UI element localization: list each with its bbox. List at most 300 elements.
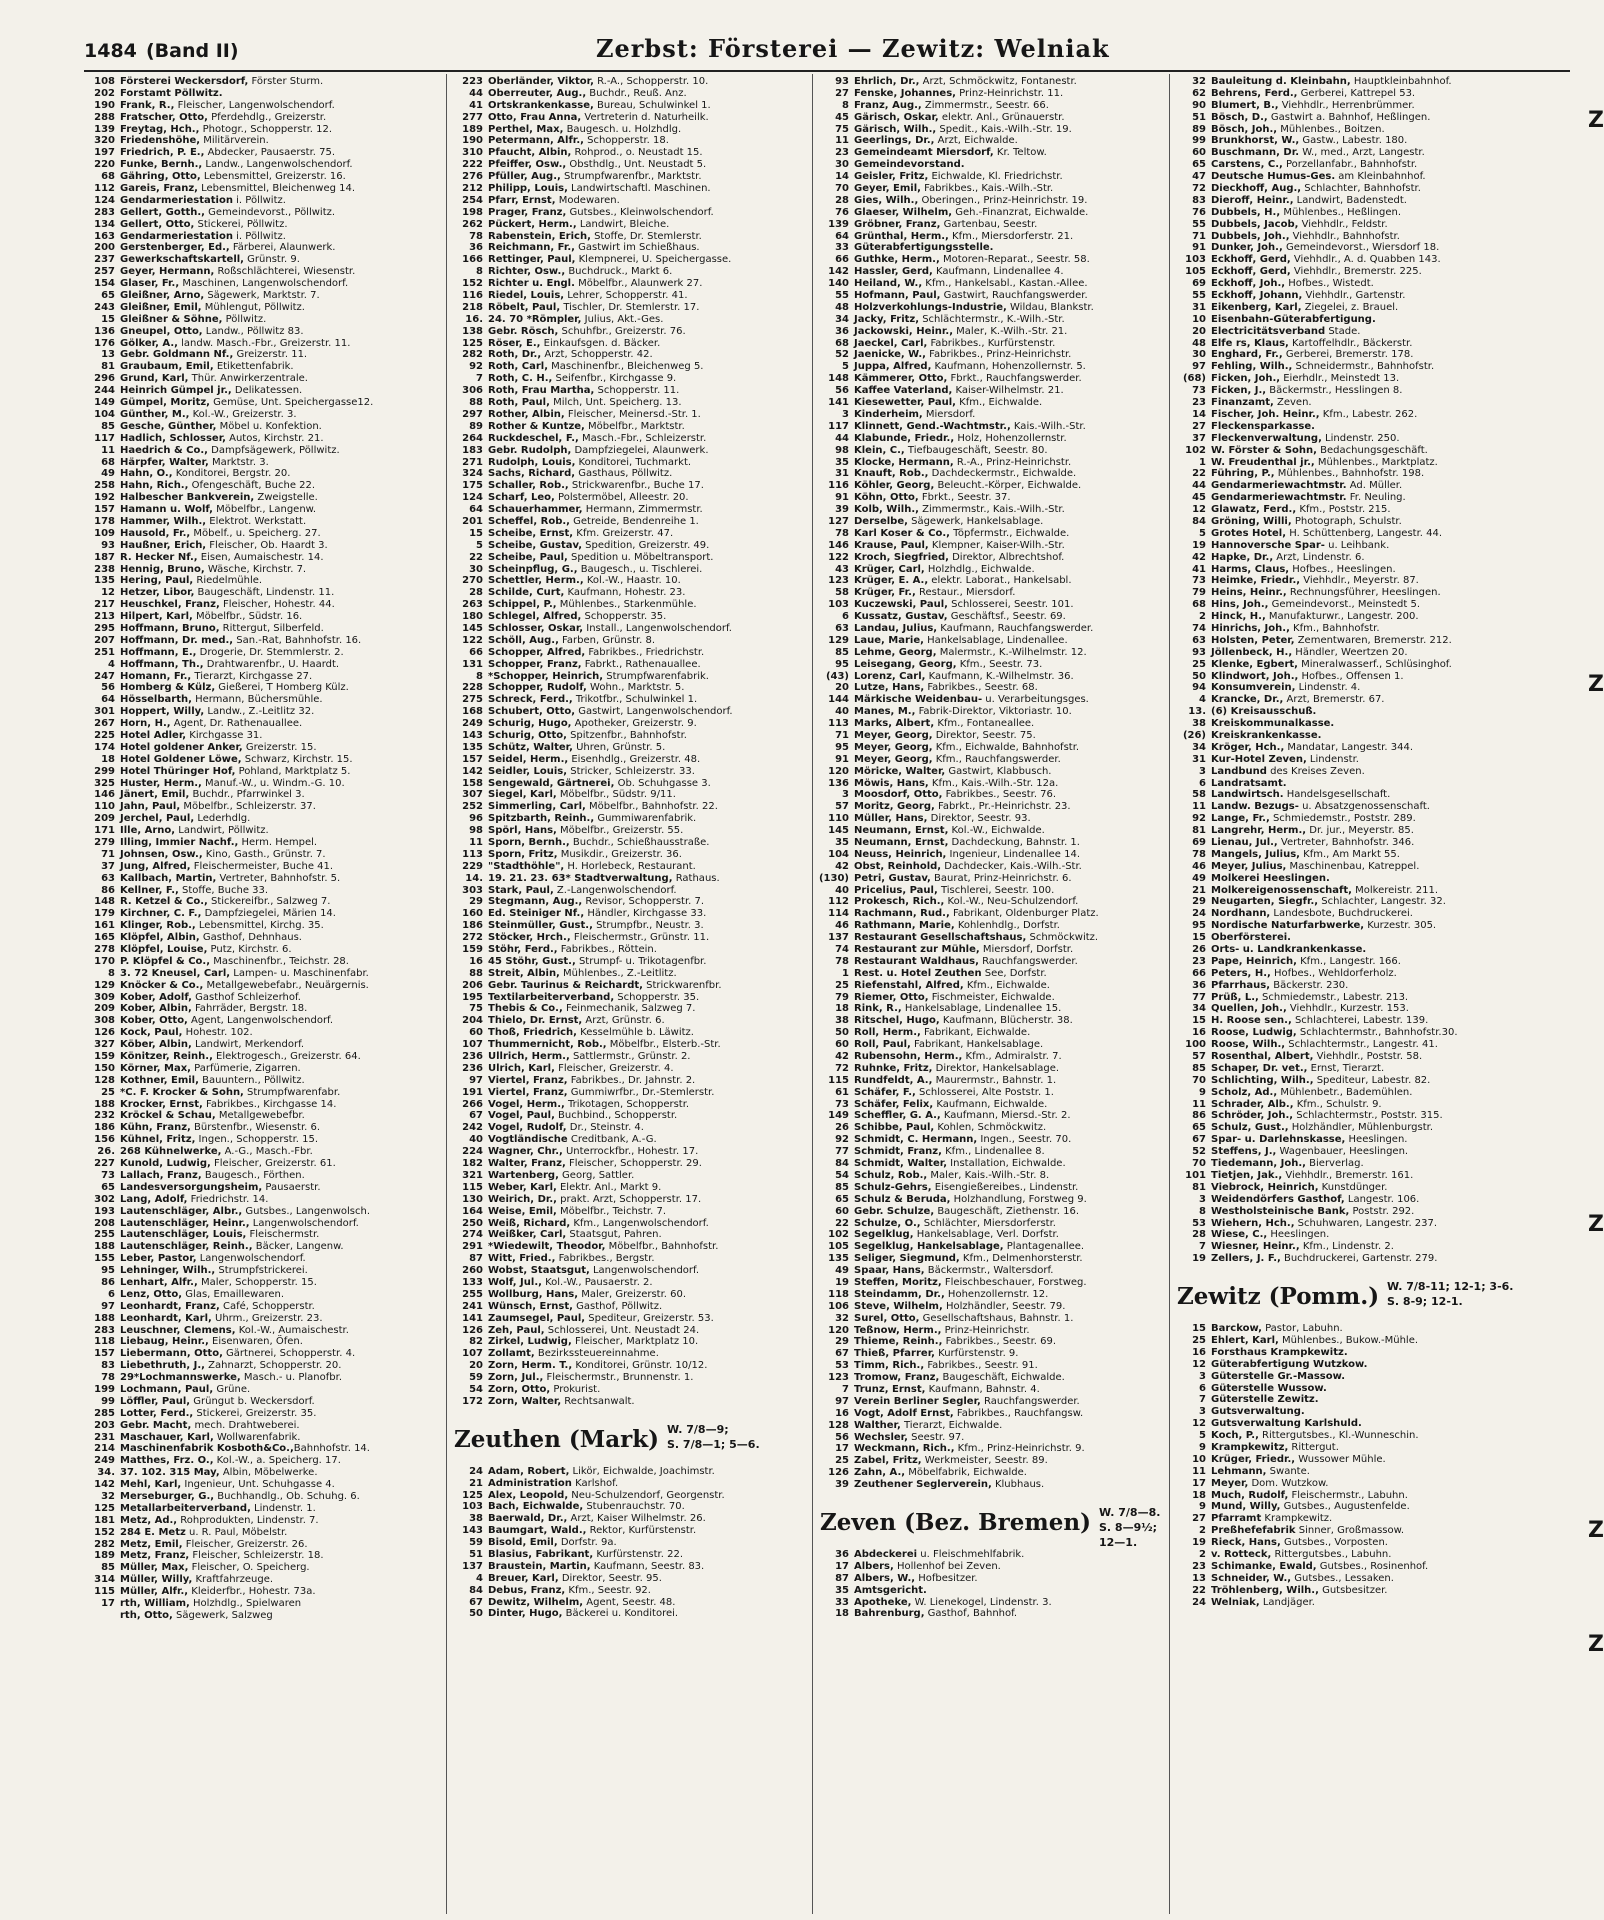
phone-number: 255 [462,1288,483,1300]
phone-number: 159 [462,944,483,956]
subscriber-text: Röser, E., Einkaufsgen. d. Bäcker. [488,337,661,349]
subscriber-name: Lotter, Ferd., [120,1407,194,1419]
subscriber-text: Kühn, Franz, Bürstenfbr., Wiesenstr. 6. [120,1122,321,1134]
directory-entry [452,1608,800,1620]
directory-entry [1175,1241,1523,1253]
directory-entry [452,338,800,350]
phone-number: 144 [828,694,849,706]
subscriber-text: Otto, Frau Anna, Vertreterin d. Naturheilk. [488,111,709,123]
directory-entry [84,1408,432,1420]
directory-entry [452,361,800,373]
phone-number: 64 [835,230,849,242]
subscriber-text: Stöcker, Hrch., Fleischermstr., Grünstr. 11. [488,932,710,944]
subscriber-text: Ed. Steiniger Nf., Händler, Kirchgasse 33. [488,908,707,920]
subscriber-name: Dubbels, Joh., [1211,230,1290,242]
subscriber-text: Neumann, Ernst, Dachdeckung, Bahnstr. 1. [854,837,1080,848]
subscriber-name: Gleißner, Arno, [120,290,205,302]
subscriber-name: Homberg & Külz, [120,682,216,694]
phone-number: 40 [835,884,849,896]
directory-entry [84,1253,432,1265]
directory-entry [84,242,432,254]
phone-number: 135 [828,1253,849,1265]
subscriber-text: Elfe rs, Klaus, Kartoffelhdlr., Bäckerstr. [1211,337,1413,349]
subscriber-name: Rosenthal, Albert, [1211,1051,1314,1063]
subscriber-name: Gebr. Rudolph, [488,444,572,456]
directory-entry [84,694,432,706]
subscriber-text: Landwirtsch. Handelsgesellschaft. [1211,789,1391,801]
phone-number: 186 [94,1122,115,1134]
directory-entry [452,112,800,124]
subscriber-name: Ficken, J., [1211,385,1267,397]
phone-number: 10 [1192,313,1206,325]
phone-number: 109 [94,527,115,539]
subscriber-name: Ed. Steiniger Nf., [488,908,585,920]
subscriber-text: Sachs, Richard, Gasthaus, Pöllwitz. [488,468,673,480]
phone-number: 36 [835,1548,849,1560]
phone-number: 103 [1185,254,1206,266]
directory-entry [452,516,800,528]
subscriber-text: Landesversorgungsheim, Pausaerstr. [120,1181,321,1193]
subscriber-name: Klöpfel, Albin, [120,932,200,944]
subscriber-name: Glaeser, Wilhelm, [854,206,953,218]
subscriber-text: Weber, Karl, Elektr. Anl., Markt 9. [488,1181,662,1193]
subscriber-text: Schneider, W., Gutsbes., Lessaken. [1211,1572,1394,1584]
subscriber-text: Lallach, Franz, Baugesch., Förthen. [120,1169,305,1181]
directory-entry [84,1515,432,1527]
subscriber-text: Schopper, Franz, Fabrkt., Rathenauallee. [488,658,701,670]
subscriber-name: Gewerkschaftskartell, [120,254,244,266]
directory-entry [818,88,1166,100]
phone-number: 84 [1192,515,1206,527]
subscriber-text: Klocke, Hermann, R.-A., Prinz-Heinrichstr. [854,456,1072,468]
directory-entry [84,1194,432,1206]
subscriber-text: Juppa, Alfred, Kaufmann, Hohenzollernstr. 5. [854,361,1086,373]
directory-entry [84,1277,432,1289]
phone-number: 327 [94,1039,115,1051]
subscriber-text: Fenske, Johannes, Prinz-Heinrichstr. 11. [854,87,1064,99]
subscriber-text: 29*Lochmannswerke, Masch.- u. Planofbr. [120,1372,342,1384]
subscriber-text: Trunz, Ernst, Kaufmann, Bahnstr. 4. [854,1383,1040,1395]
subscriber-text: Stark, Paul, Z.-Langenwolschendorf. [488,884,677,896]
directory-entry [84,385,432,397]
subscriber-text: Zeuthener Seglerverein, Klubhaus. [854,1479,1045,1491]
subscriber-text: Sengewald, Gärtnerei, Ob. Schuhgasse 3. [488,777,711,789]
phone-number: 89 [1192,123,1206,135]
subscriber-text: Gerstenberger, Ed., Färberei, Alaunwerk. [120,242,336,254]
subscriber-text: Schettler, Herm., Kol.-W., Haastr. 10. [488,575,681,587]
subscriber-name: Friedrich, P. E., [120,147,205,159]
subscriber-name: Roose, Wilh., [1211,1039,1286,1051]
subscriber-text: Kuczewski, Paul, Schlosserei, Seestr. 101. [854,599,1074,611]
phone-number: 190 [94,99,115,111]
subscriber-text: Sporn, Fritz, Musikdir., Greizerstr. 36. [488,848,682,860]
subscriber-text [1211,1359,1523,1371]
subscriber-text: Haußner, Erich, Fleischer, Ob. Haardt 3. [120,539,328,551]
phone-number: (26) [1182,729,1206,741]
directory-entry [1175,754,1523,766]
directory-entry [818,1039,1166,1051]
directory-entry [84,1099,432,1111]
subscriber-text: Moosdorf, Otto, Fabrikbes., Seestr. 76. [854,789,1057,801]
phone-number: 227 [94,1158,115,1170]
subscriber-name: Köber, Albin, [120,1039,192,1051]
subscriber-text: Hammer, Wilh., Elektrot. Werkstatt. [120,515,307,527]
subscriber-text: Eckhoff, Johann, Viehhdlr., Gartenstr. [1211,290,1406,302]
phone-number: 220 [94,159,115,171]
phone-number: 202 [94,87,115,99]
directory-entry [1175,599,1523,611]
subscriber-text: Adam, Robert, Likör, Eichwalde, Joachimstr. [488,1465,715,1477]
directory-entry [84,290,432,302]
subscriber-name: Eckhoff, Gerd, [1211,266,1291,278]
directory-entry [84,932,432,944]
directory-entry [818,1194,1166,1206]
directory-entry [1175,789,1523,801]
phone-number: 198 [462,206,483,218]
subscriber-text: Meyer, Dom. Wutzkow. [1211,1477,1329,1489]
directory-entry [84,635,432,647]
subscriber-name: Schurig, Otto, [488,729,567,741]
directory-entry [1175,706,1523,718]
subscriber-name: Zorn, Otto, [488,1383,551,1395]
phone-number: 158 [462,777,483,789]
subscriber-name: Gebr. Goldmann Nf., [120,349,234,361]
subscriber-text: Homberg & Külz, Gießerei, T Homberg Külz. [120,682,349,694]
directory-entry [84,504,432,516]
subscriber-text: Rundfeldt, A., Maurermstr., Bahnstr. 1. [854,1074,1057,1086]
subscriber-text: Reichmann, Fr., Gastwirt im Schießhaus. [488,242,700,254]
phone-number: 272 [462,932,483,944]
directory-entry [84,968,432,980]
subscriber-text: *Wiedewilt, Theodor, Möbelfbr., Bahnhofstr. [488,1241,719,1253]
subscriber-name: Rubensohn, Herm., [854,1051,963,1063]
directory-entry [818,207,1166,219]
subscriber-name: Richter u. Engl. [488,278,575,290]
phone-number: 142 [94,1479,115,1491]
subscriber-text: Hoffmann, Bruno, Rittergut, Silberfeld. [120,622,324,634]
directory-entry [452,1182,800,1194]
subscriber-name: Landw. Bezugs- [1211,801,1299,813]
subscriber-text: Lautenschläger, Heinr., Langenwolschendorf. [120,1217,359,1229]
subscriber-name: Jahn, Paul, [120,801,181,813]
directory-entry [452,1158,800,1170]
subscriber-name: Electricitätsverband [1211,325,1326,337]
subscriber-text: Jackowski, Heinr., Maler, K.-Wilh.-Str. 21. [854,325,1068,337]
subscriber-name: Gellert, Gotth., [120,206,205,218]
phone-number: 59 [469,1537,483,1549]
subscriber-name: Lutze, Hans, [854,682,925,694]
phone-number: 79 [835,991,849,1003]
subscriber-name: Lautenschläger, Reinh., [120,1241,253,1253]
subscriber-text: Tietjen, Jak., Viehhdlr., Bremerstr. 161. [1211,1169,1414,1181]
subscriber-name: Kunold, Ludwig, [120,1158,211,1170]
directory-entry [1175,124,1523,136]
subscriber-name: Tietjen, Jak., [1211,1169,1283,1181]
subscriber-name: Ritschel, Hugo, [854,1015,940,1027]
phone-number: 74 [1192,622,1206,634]
subscriber-text: Pfarramt Krampkewitz. [1211,1513,1333,1525]
subscriber-name: Freytag, Hch., [120,123,200,135]
subscriber-name: Marks, Albert, [854,718,935,730]
subscriber-name: Meyer, Georg, [854,729,933,741]
subscriber-name: *Wiedewilt, Theodor, [488,1241,606,1253]
directory-entry [818,575,1166,587]
phone-number: 157 [94,1348,115,1360]
phone-number: 149 [828,1110,849,1122]
subscriber-name: Wollburg, Hans, [488,1288,579,1300]
subscriber-name: rth, Otto, [120,1609,173,1621]
phone-number: 65 [835,1193,849,1205]
subscriber-name: Steindamm, Dr., [854,1288,945,1300]
directory-entry [452,88,800,100]
subscriber-name: Steinmüller, Gust., [488,920,593,932]
directory-entry [452,124,800,136]
subscriber-name: Schlichting, Wilh., [1211,1074,1314,1086]
subscriber-name: Meyer, Georg, [854,753,933,765]
subscriber-name: Zellers, J. F., [1211,1253,1281,1265]
phone-number: 4 [108,658,115,670]
directory-entry [818,1170,1166,1182]
phone-number: 108 [94,76,115,87]
directory-entry [818,730,1166,742]
subscriber-text: Metz, Emil, Fleischer, Greizerstr. 26. [120,1538,308,1550]
subscriber-name: Zeh, Paul, [488,1324,545,1336]
phone-number: 136 [94,325,115,337]
subscriber-text: Roth, C. H., Seifenfbr., Kirchgasse 9. [488,373,677,385]
subscriber-name: Abdeckerei [854,1548,918,1560]
subscriber-text: Richter, Osw., Buchdruck., Markt 6. [488,266,673,278]
directory-entry [818,1384,1166,1396]
phone-number: 214 [94,1443,115,1455]
phone-number: 81 [101,361,115,373]
phone-number: 57 [1192,1051,1206,1063]
phone-number: 34 [1192,741,1206,753]
subscriber-name: Schippel, P., [488,599,557,611]
subscriber-name: Landwirtsch. [1211,789,1284,801]
subscriber-text: Geyer, Hermann, Roßschlächterei, Wiesenstr. [120,266,356,278]
subscriber-text: Günther, M., Kol.-W., Greizerstr. 3. [120,408,297,420]
phone-number: 186 [462,920,483,932]
subscriber-name: Liebethruth, J., [120,1360,205,1372]
phone-number: 157 [462,753,483,765]
phone-number: 76 [1192,206,1206,218]
phone-number: 3 [842,789,849,801]
phone-number: 91 [835,753,849,765]
subscriber-name: 3. 72 Kneusel, Carl, [120,967,231,979]
directory-entry [818,896,1166,908]
phone-number: 275 [462,694,483,706]
subscriber-text: Rabenstein, Erich, Stoffe, Dr. Stemlerstr. [488,230,702,242]
subscriber-text: Riedel, Louis, Lehrer, Schopperstr. 41. [488,290,688,302]
phone-number: 64 [101,694,115,706]
subscriber-text: Geyer, Emil, Fabrikbes., Kais.-Wilh.-Str. [854,183,1054,195]
directory-entry [818,266,1166,278]
phone-number: 174 [94,741,115,753]
subscriber-name: Geyer, Emil, [854,183,921,195]
subscriber-text: Rettinger, Paul, Klempnerei, U. Speichergasse. [488,254,732,266]
subscriber-text: Zaumsegel, Paul, Spediteur, Greizerstr. 53. [488,1312,714,1324]
directory-entry [84,920,432,932]
phone-number: 92 [469,361,483,373]
directory-entry [452,825,800,837]
subscriber-name: Hadlich, Schlosser, [120,432,226,444]
phone-number: 141 [462,1312,483,1324]
subscriber-text: Krüger, Fr., Restaur., Miersdorf. [854,587,1016,599]
directory-entry [452,1146,800,1158]
phone-number: 6 [842,611,849,623]
subscriber-name: Scheffler, G. A., [854,1110,941,1122]
directory-entry [84,231,432,243]
subscriber-text: Administration Karlshof. [488,1477,619,1489]
subscriber-text: Wollburg, Hans, Maler, Greizerstr. 60. [488,1288,687,1300]
subscriber-text: Schulz-Gehrs, Eisengießereibes., Lindenstr. [854,1181,1079,1193]
phone-number: 324 [462,468,483,480]
subscriber-name: Manes, M., [854,706,916,718]
subscriber-text: Roth, Carl, Maschinenfbr., Bleichenweg 5. [488,361,704,373]
directory-entry [818,468,1166,480]
phone-number: 303 [462,884,483,896]
subscriber-text: Gebr. Rudolph, Dampfziegelei, Alaunwerk. [488,444,709,456]
subscriber-name: Jung, Alfred, [120,860,191,872]
subscriber-text: Gebr. Schulze, Baugeschäft, Ziethenstr. 16. [854,1205,1080,1217]
subscriber-text: Körner, Max, Parfümerie, Zigarren. [120,1062,301,1074]
subscriber-text: 3. 72 Kneusel, Carl, Lampen- u. Maschinenfabr. [120,967,369,979]
phone-number: 11 [835,135,849,147]
phone-number: 252 [462,801,483,813]
subscriber-name: *Schopper, Heinrich, [488,670,604,682]
subscriber-name: Vogel, Herm., [488,1098,565,1110]
phone-number: 27 [1192,420,1206,432]
subscriber-text: Leuschner, Clemens, Kol.-W., Aumaischestr. [120,1324,349,1336]
directory-entry [84,100,432,112]
directory-entry [452,932,800,944]
directory-entry [84,1265,432,1277]
subscriber-text: Ritschel, Hugo, Kaufmann, Blücherstr. 38. [854,1015,1073,1027]
subscriber-text: Enghard, Fr., Gerberei, Bremerstr. 178. [1211,349,1414,361]
subscriber-name: Zabel, Fritz, [854,1455,922,1467]
subscriber-name: Kühnel, Fritz, [120,1134,196,1146]
phone-number: 65 [1192,159,1206,171]
directory-entry [818,1597,1166,1609]
directory-entry [1175,1501,1523,1513]
subscriber-text: Schmidt, C. Hermann, Ingen., Seestr. 70. [854,1134,1072,1146]
phone-number: 63 [1192,634,1206,646]
subscriber-text [1211,1371,1523,1383]
phone-number: 113 [828,718,849,730]
directory-entry [1175,1075,1523,1087]
subscriber-name: Dewitz, Wilhelm, [488,1596,584,1608]
phone-number: 130 [462,1193,483,1205]
phone-number: 44 [835,432,849,444]
directory-entry [1175,635,1523,647]
subscriber-name: Scheffel, Rob., [488,515,570,527]
phone-number: 224 [462,1146,483,1158]
subscriber-name: Jaenicke, W., [854,349,926,361]
subscriber-text: Hösselbarth, Hermann, Büchersmühle. [120,694,323,706]
directory-entry [818,171,1166,183]
subscriber-text: Spörl, Hans, Möbelfbr., Greizerstr. 55. [488,825,684,837]
subscriber-text: Lutze, Hans, Fabrikbes., Seestr. 68. [854,682,1038,694]
subscriber-text: Stöhr, Ferd., Fabrikbes., Röttein. [488,944,657,956]
subscriber-text: Grünthal, Herm., Kfm., Miersdorferstr. 21. [854,230,1074,242]
directory-entry [818,135,1166,147]
subscriber-text: Gemeindeamt Miersdorf, Kr. Teltow. [854,147,1047,159]
subscriber-text: Leonhardt, Franz, Café, Schopperstr. [120,1300,315,1312]
subscriber-name: Knauft, Rob., [854,468,929,480]
phone-number: 35 [835,1584,849,1596]
phone-number: 85 [835,646,849,658]
phone-number: 175 [462,480,483,492]
subscriber-name: Tröhlenberg, Wilh., [1211,1584,1319,1596]
subscriber-text: Tröhlenberg, Wilh., Gutsbesitzer. [1211,1584,1388,1596]
subscriber-name: Lienau, Jul., [1211,837,1278,848]
subscriber-text: Sporn, Bernh., Buchdr., Schießhausstraße. [488,837,710,848]
subscriber-text: Schäfer, Felix, Kaufmann, Eichwalde. [854,1098,1048,1110]
subscriber-name: Breuer, Karl, [488,1572,559,1584]
phone-number: 72 [835,1062,849,1074]
phone-number: 78 [101,1372,115,1384]
directory-entry [84,1598,432,1610]
subscriber-text: Gneupel, Otto, Landw., Pöllwitz 83. [120,325,304,337]
directory-entry [818,1087,1166,1099]
subscriber-text: Steindamm, Dr., Hohenzollernstr. 12. [854,1288,1049,1300]
subscriber-name: Heimke, Friedr., [1211,575,1301,587]
subscriber-text: Scheffel, Rob., Getreide, Bendenreihe 1. [488,515,699,527]
phone-number: 295 [94,622,115,634]
phone-number: 110 [94,801,115,813]
subscriber-text: Jahn, Paul, Möbelfbr., Schleizerstr. 37. [120,801,316,813]
directory-entry [818,706,1166,718]
phone-number: 72 [1192,183,1206,195]
directory-entry [818,433,1166,445]
subscriber-name: Tromow, Franz, [854,1372,940,1384]
directory-entry [818,278,1166,290]
subscriber-text: Zirkel, Ludwig, Fleischer, Marktplatz 10. [488,1336,699,1348]
directory-entry [818,1561,1166,1573]
directory-entry [452,1229,800,1241]
office-hours: W. 7/8—8. S. 8—9½; 12—1. [1099,1505,1161,1549]
phone-number: 251 [94,646,115,658]
phone-number: 23 [1192,955,1206,967]
subscriber-name: Roll, Paul, [854,1039,911,1051]
directory-entry [818,326,1166,338]
phone-number: 18 [835,1608,849,1620]
subscriber-name: Schreck, Ferd., [488,694,573,706]
phone-number: 3 [1199,1406,1206,1418]
phone-number: 42 [835,860,849,872]
subscriber-text: Tiedemann, Joh., Bierverlag. [1211,1158,1364,1170]
phone-number: 128 [94,1074,115,1086]
phone-number: 277 [462,111,483,123]
subscriber-name: Lorenz, Carl, [854,670,926,682]
phone-number: 40 [835,706,849,718]
phone-number: 3 [842,408,849,420]
subscriber-text: 45 Stöhr, Gust., Strumpf- u. Trikotagenfbr. [488,955,707,967]
subscriber-name: Schröder, Joh., [1211,1110,1294,1122]
subscriber-name: 37. 102. 315 May, [120,1467,220,1479]
subscriber-text: Fehling, Wilh., Schneidermstr., Bahnhofstr. [1211,361,1435,373]
subscriber-text: Ortskrankenkasse, Bureau, Schulwinkel 1. [488,99,711,111]
subscriber-name: Pricelius, Paul, [854,884,938,896]
subscriber-text: Nordische Naturfarbwerke, Kurzestr. 305. [1211,920,1437,932]
phone-number: 65 [101,1181,115,1193]
subscriber-name: Bauleitung d. Kleinbahn, [1211,76,1351,87]
directory-entry [452,207,800,219]
directory-entry [452,778,800,790]
directory-entry [818,302,1166,314]
subscriber-name: Schibbe, Paul, [854,1122,935,1134]
phone-number: 110 [828,813,849,825]
